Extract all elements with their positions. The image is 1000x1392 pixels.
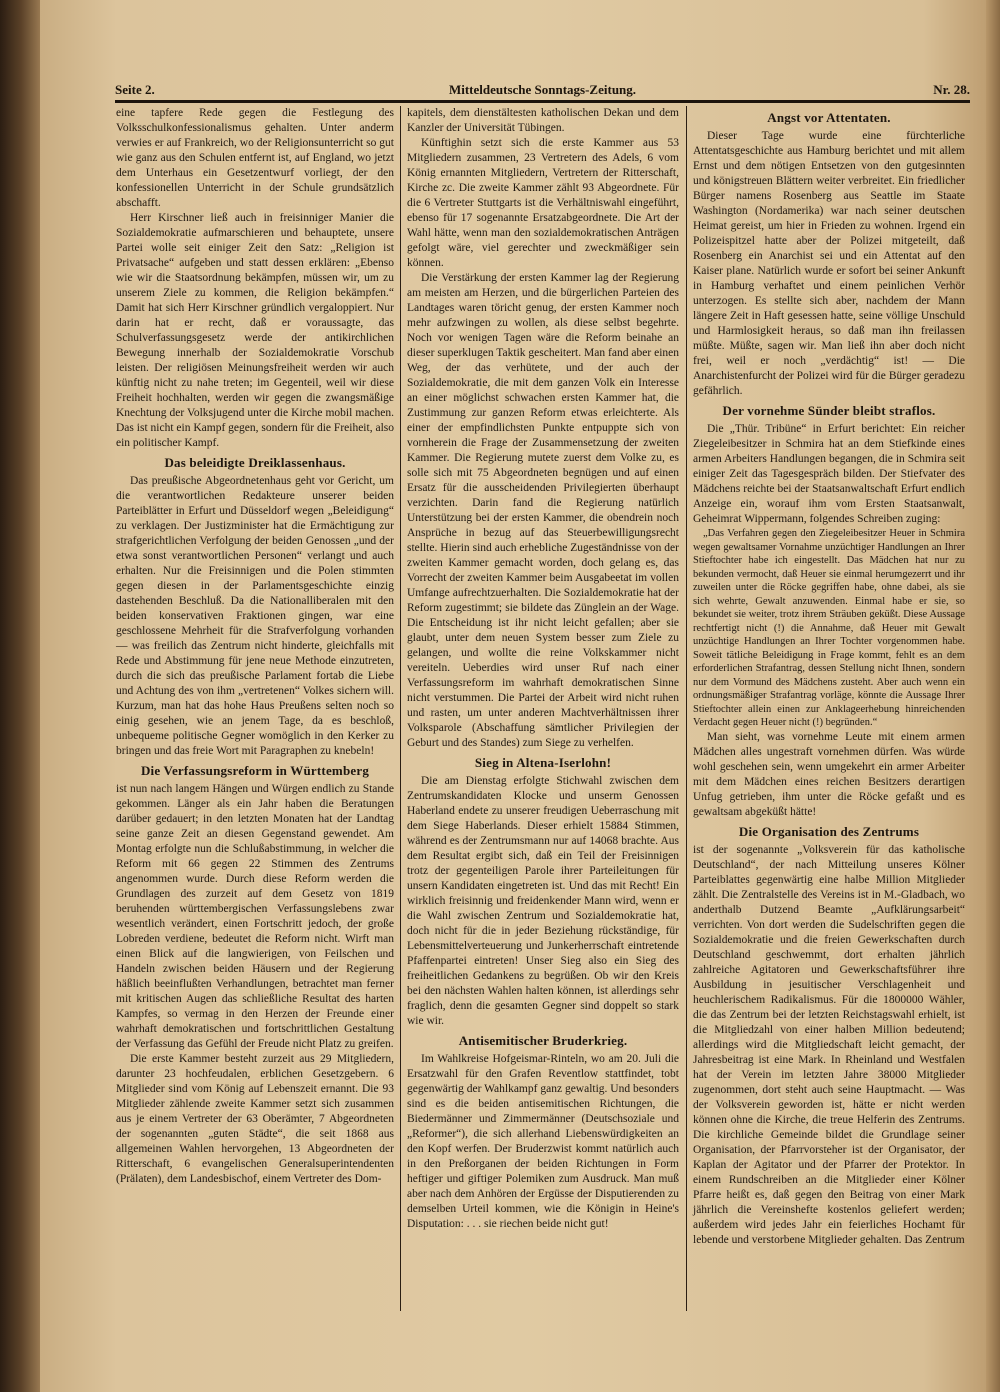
article-paragraph: Herr Kirschner ließ auch in freisinniger Manier die Sozialdemokratie aufmarschieren und behauptete, unsere Partei wolle seit einiger Zeit den Satz: „Religion ist Privatsache“ aufgeben und statt dessen erklären: „Ebenso wie wir die Staatsordnung bekämpfen, müssen wir, um zu unserem Ziele zu kommen, die Religion bekämpfen.“ Damit hat sich Herr Kirschner gründlich vergaloppiert. Nur darin hat er recht, daß er voraussagte, das Schulverfassungsgesetz werde der antikirchlichen Bewegung innerhalb der Sozialdemokratie Vorschub leisten. Der religiösen Meinungsfreiheit werden wir auch künftig nicht zu nahe treten; im Gegenteil, weil wir diese Freiheit hochhalten, werden wir gegen die zwangsmäßige Knechtung der Volksjugend unter die Kirche mobil machen. Das ist nicht ein Kampf gegen, sondern für die Freiheit, also ein politischer Kampf. [116, 212, 394, 449]
article-paragraph: Das preußische Abgeordnetenhaus geht vor Gericht, um die verantwortlichen Redakteure unserer beiden Parteiblätter in Erfurt und Düsseldorf wegen „Beleidigung“ zu verklagen. Der Justizminister hat die Ermächtigung zur strafgerichtlichen Verfolgung der beiden Genossen „und der etwa sonst verantwortlichen Personen“ verlangt und auch erhalten. Nur die Freisinnigen und die Polen stimmten gegen diesen in der Parlamentsgeschichte einzig dastehenden Beschluß. Da die Nationalliberalen mit den beiden konservativen Fraktionen gingen, war eine geschlossene Mehrheit für die Strafverfolgung vorhanden — was freilich das Zentrum nicht hinderte, gleichfalls mit Rede und Abstimmung für jene neue Methode einzutreten, durch die sich das preußische Parlament fortab die Liebe und Achtung des von ihm „vertretenen“ Volkes sichern will. Kurzum, man hat das hohe Haus Preußens selten noch so einig gesehen, wie an jenem Tage, da es beschloß, unbequeme politische Gegner womöglich in den Kerker zu bringen und das freie Wort mit Paragraphen zu knebeln! [116, 475, 394, 757]
article-headline: Der vornehme Sünder bleibt straflos. [722, 403, 936, 418]
article-headline: Angst vor Attentaten. [767, 110, 891, 125]
newspaper-title: Mitteldeutsche Sonntags-Zeitung. [448, 82, 637, 97]
article-headline: Die Organisation des Zentrums [738, 823, 920, 839]
article-paragraph: Im Wahlkreise Hofgeismar-Rinteln, wo am 20. Juli die Ersatzwahl für den Grafen Reventlow stattfindet, tobt gegenwärtig der Wahlkampf ganz gewaltig. Und besonders sind es die beiden antisemitischen Richtungen, die Biedermänner und Zimmermänner (Deutschsoziale und „Reformer“), die sich allerhand Liebenswürdigkeiten an den Kopf werfen. Der Bruderzwist kommt natürlich auch in den Preßorganen der beiden Richtungen in Form heftiger und giftiger Polemiken zum Ausdruck. Man muß aber nach dem Anhören der Ergüsse der Disputierenden zu demselben Urteil kommen, wie die Königin in Heine's Disputation: . . . sie riechen beide nicht gut! [407, 1053, 679, 1230]
column-divider [400, 106, 401, 1311]
article-paragraph: Die am Dienstag erfolgte Stichwahl zwischen dem Zentrumskandidaten Klocke und unserm Genossen Haberland endete zu unserer freudigen Ueberraschung mit dem Siege Haberlands. Dieser erhielt 15884 Stimmen, während es der Zentrumsmann nur auf 14068 brachte. Aus dem Resultat ergibt sich, daß ein Teil der Freisinnigen trotz der gegenteiligen Parole ihrer Parteileitungen für unsern Kandidaten eingetreten ist. Und das mit Recht! Ein wirklich freisinnig und freidenkender Mann wird, wenn er die Wahl zwischen Zentrum und Sozialdemokratie hat, doch nicht für die in jeder Beziehung rückständige, für Lebensmittelverteuerung und Junkerherrschaft eintretende Pfaffenpartei eintreten! Unser Sieg also ein Sieg des freiheitlichen Gedankens zu begrüßen. Ob wir den Kreis bei den nächsten Wahlen halten können, ist allerdings sehr fraglich, denn die gesamten Gegner sind doppelt so stark wie wir. [407, 775, 679, 1027]
column-1 [116, 106, 394, 1187]
article-paragraph: ist nun nach langem Hängen und Würgen endlich zu Stande gekommen. Länger als ein Jahr haben die Beratungen darüber gedauert; in den letzten Monaten hat der Landtag seine ganze Zeit an diesen Gegenstand gewendet. Am Montag erfolgte nun die Schlußabstimmung, in welcher die Reform mit 66 gegen 22 Stimmen des Zentrums angenommen wurde. Durch diese Reform werden die Grundlagen des zurzeit auf dem Gesetz von 1819 beruhenden württembergischen Verfassungslebens zwar wesentlich verändert, einen Fortschritt jedoch, der große Lobreden verdiene, bedeutet die Reform nicht. Wirft man einen Blick auf die langwierigen, von Feilschen und Handeln zwischen beiden Häusern und der Regierung häßlich beeinflußten Verhandlungen, betrachtet man ferner mit kritischen Augen das schließliche Resultat des harten Kampfes, so vermag in den Herzen der Freunde einer wahrhaft demokratischen und fortschrittlichen Gestaltung der Verfassung das Gefühl der Freude nicht Platz zu greifen. [116, 783, 394, 1050]
article-paragraph: kapitels, dem dienstältesten katholischen Dekan und dem Kanzler der Universität Tübingen. [407, 107, 679, 134]
page-number: Seite 2. [115, 82, 155, 97]
column-3 [693, 106, 965, 1248]
article-headline: Die Verfassungsreform in Württemberg [140, 763, 370, 778]
issue-number: Nr. 28. [933, 82, 970, 97]
article-paragraph: Künftighin setzt sich die erste Kammer aus 53 Mitgliedern zusammen, 23 Vertretern des Adels, 6 vom König ernannten Mitgliedern, Vertretern der Ritterschaft, Kirche zc. Die zweite Kammer zählt 93 Abgeordnete. Für die 6 Vertreter Stuttgarts ist die Verhältniswahl eingeführt, ebenso für 17 sogenannte Ersatzabgeordnete. Die Art der Wahl hätte, wenn man den sozialdemokratischen Anträgen gefolgt wäre, viel gerechter und zweckmäßiger sein können. [407, 137, 679, 269]
page-header [115, 80, 970, 100]
article-paragraph: Dieser Tage wurde eine fürchterliche Attentatsgeschichte aus Hamburg berichtet und mit allem Ernst und dem nötigen Entsetzen von den gutgesinnten und königstreuen Blättern weiter verbreitet. Ein friedlicher Bürger namens Rosenberg aus Seattle im Staate Washington (Nordamerika) war nach seiner deutschen Heimat gereist, um hier in Frieden zu wohnen. Irgend ein Polizeispitzel hatte aber der Polizei mitgeteilt, daß Rosenberg ein Anarchist sei und ein Attentat auf den Kaiser plane. Natürlich wurde er sofort bei seiner Ankunft in Hamburg verhaftet und einem peinlichen Verhör unterzogen. Es stellte sich aber, nachdem der Mann längere Zeit in Haft gesessen hatte, seine völlige Unschuld und Harmlosigkeit heraus, so daß man ihn freilassen müßte. Müßte, sagen wir. Man ließ ihn aber doch nicht frei, weil er noch „verdächtig“ ist! — Die Anarchistenfurcht der Polizei wird für die Bürger geradezu gefährlich. [693, 130, 965, 397]
article-paragraph: Die „Thür. Tribüne“ in Erfurt berichtet: Ein reicher Ziegeleibesitzer in Schmira hat an dem Stiefkinde eines armen Arbeiters Handlungen begangen, die in Schmira seit einiger Zeit das Tagesgespräch bilden. Der Stiefvater des Mädchens reichte bei der Staatsanwaltschaft Erfurt endlich Anzeige ein, worauf ihm vom Ersten Staatsanwalt, Geheimrat Wippermann, folgendes Schreiben zuging: [693, 423, 965, 525]
article-paragraph: eine tapfere Rede gegen die Festlegung des Volksschulkonfessionalismus gehalten. Unter anderm verwies er auf Frankreich, wo der Religionsunterricht so gut wie ganz aus den Schulen entfernt ist, auf England, wo jetzt dem Unterhaus ein Gesetzentwurf vorliegt, der den konfessionellen Unterricht in der Schule grundsätzlich abschafft. [116, 107, 394, 209]
header-rule [115, 100, 970, 103]
article-headline: Sieg in Altena-Iserlohn! [474, 755, 612, 770]
page-edge [986, 0, 1000, 1392]
column-2 [407, 106, 679, 1232]
article-headline: Antisemitischer Bruderkrieg. [458, 1033, 628, 1048]
quoted-letter: „Das Verfahren gegen den Ziegeleibesitzer Heuer in Schmira wegen gewaltsamer Vornahme unzüchtiger Handlungen an Ihrer Stieftochter habe ich eingestellt. Das Mädchen hat nur zu bekunden vermocht, daß Heuer sie einmal herumgezerrt und ihr zuweilen unter die Röcke gegriffen habe, ohne dabei, als sie sich wehrte, Gewalt anzuwenden. Einmal habe er sie, so bekundet sie weiter, trotz ihrem Sträuben geküßt. Diese Aussage rechtfertigt nicht (!) die Annahme, daß Heuer mit Gewalt unzüchtige Handlungen an Ihrer Tochter vorgenommen habe. Soweit tätliche Beleidigung in Frage kommt, fehlt es an dem erforderlichen Strafantrag, dessen Stellung nicht Ihnen, sondern nur dem Vormund des Mädchens zusteht. Aber auch wenn ein ordnungsmäßiger Strafantrag vorläge, könnte die Aussage Ihrer Stieftochter allein einen zur Anklageerhebung hinreichenden Verdacht gegen Heuer nicht (!) begründen.“ [693, 528, 965, 728]
article-paragraph: Man sieht, was vornehme Leute mit einem armen Mädchen alles ungestraft vornehmen dürfen. Was würde wohl geschehen sein, wenn umgekehrt ein armer Arbeiter mit dem Mädchen eines reichen Besitzers derartigen Unfug getrieben, ihm unter die Röcke gefaßt und es gewaltsam abgeküßt hätte! [693, 730, 965, 818]
article-headline: Das beleidigte Dreiklassenhaus. [164, 455, 346, 470]
article-paragraph: Die erste Kammer besteht zurzeit aus 29 Mitgliedern, darunter 23 hochfeudalen, erblichen Gesetzgebern. 6 Mitglieder sind vom König auf Lebenszeit ernannt. Die 93 Mitglieder zählende zweite Kammer setzt sich zusammen aus je einem Vertreter der 63 Oberämter, 7 Abgeordneten der sogenannten „guten Städte“, die seit 1868 aus allgemeinen Wahlen hervorgehen, 13 Abgeordneten der Ritterschaft, 6 evangelischen Generalsuperintendenten (Prälaten), dem Landesbischof, einem Vertreter des Dom- [116, 1053, 394, 1185]
article-paragraph: ist der sogenannte „Volksverein für das katholische Deutschland“, der nach Mitteilung unseres Kölner Parteiblattes gegenwärtig eine halbe Million Mitglieder zählt. Die Zentralstelle des Vereins ist in M.-Gladbach, wo anderthalb Dutzend Beamte „Aufklärungsarbeit“ verrichten. Von dort werden die Sudelschriften gegen die Sozialdemokratie und die freien Gewerkschaften durch Deutschland geschwemmt, dort erhalten jährlich zahlreiche Agitatoren und Gewerkschaftsführer ihre Ausbildung in jesuitischer Verschlagenheit und heuchlerischem Radikalismus. Für die 1800000 Wähler, die das Zentrum bei der letzten Reichstagswahl erhielt, ist die Mitgliedzahl von einer halben Million bedeutend; allerdings wird die Mitgliedschaft leicht gemacht, der Jahresbeitrag ist eine Mark. In Rheinland und Westfalen hat der Verein im letzten Jahre 38000 Mitglieder zugenommen, dort steht auch seine Hauptmacht. — Was der Volksverein geworden ist, hätte er nicht werden können ohne die Kirche, die treue Helferin des Zentrums. Die kirchliche Gemeinde bildet die Grundlage seiner Organisation, der Pfarrvorsteher ist der Organisator, der Kaplan der Agitator und der Pfarrer der Protektor. In einem Rundschreiben an die Mitglieder einer Kölner Pfarre heißt es, daß gegen den Beitrag von einer Mark jährlich die Vereinshefte kostenlos geliefert werden; außerdem wird jedes Jahr ein feierliches Hochamt für lebende und verstorbene Mitglieder gehalten. Das Zentrum [693, 843, 965, 1246]
article-paragraph: Die Verstärkung der ersten Kammer lag der Regierung am meisten am Herzen, und die bürgerlichen Parteien des Landtages waren töricht genug, der ersten Kammer noch mehr aufzwingen zu wollen, als diese selbst begehrte. Noch vor wenigen Tagen wäre die Reform beinahe an dieser superklugen Taktik gescheitert. Man fand aber einen Weg, der das verhütete, und der auch der Sozialdemokratie, die mit dem ganzen Volk ein Interesse an einer möglichst schwachen ersten Kammer hat, die Zustimmung zur ganzen Reform etwas erleichterte. Als einer der empfindlichsten Punkte entpuppte sich von vornherein die Frage der Zusammensetzung der zweiten Kammer. Die Regierung mutete zuerst dem Volke zu, es solle sich mit 75 Abgeordneten begnügen und auf einen Ersatz für die ausscheidenden Privilegierten überhaupt verzichten. Darin fand die Regierung natürlich Unterstützung bei der ersten Kammer, die obendrein noch Ansprüche in bezug auf das Steuerbewilligungsrecht stellte. Hierin sind auch erhebliche Zugeständnisse von der zweiten Kammer gemacht worden, doch gelang es, das Vorrecht der zweiten Kammer beim Ausgabeetat im vollen Umfange aufrechtzuerhalten. Die Sozialdemokratie hat der Reform zugestimmt; sie bildete das Zünglein an der Wage. Die Entscheidung ist ihr nicht leicht gefallen; aber sie glaubt, unter dem neuen System besser zum Ziele zu gelangen, und wollte die reine Volkskammer nicht vereiteln. Ueberdies wird unser Ruf nach einer Verfassungsreform im wahrhaft demokratischen Sinne nicht verstummen. Die Partei der Arbeit wird nicht ruhen und rasten, um unter anderen Machtverhältnissen ihrer Volksparole (Abschaffung sämtlicher Privilegien der Geburt und des Standes) zum Siege zu verhelfen. [407, 272, 679, 749]
column-divider [686, 106, 687, 1311]
